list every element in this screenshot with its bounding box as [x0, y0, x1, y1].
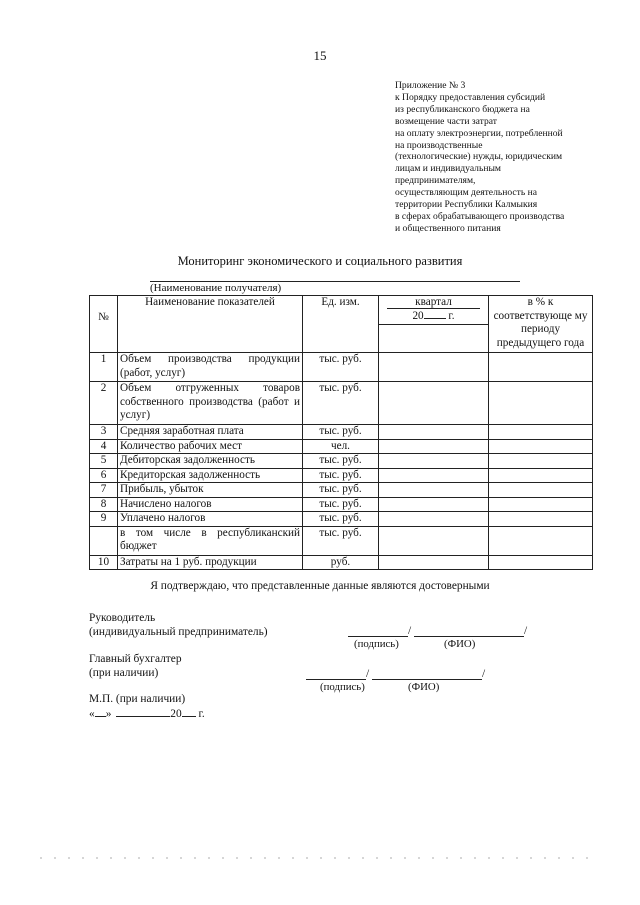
head-signature-caption: (подпись): [354, 638, 399, 650]
scan-artifact-line: [40, 857, 600, 859]
quarter-year: [379, 309, 488, 323]
row-indicator: Средняя заработная плата: [118, 425, 303, 440]
document-title: Мониторинг экономического и социального развития: [177, 254, 463, 268]
row-indicator: Кредиторская задолженность: [118, 468, 303, 483]
monitoring-table: [89, 295, 593, 570]
stamp-label: М.П. (при наличии): [89, 693, 186, 705]
row-unit: руб.: [303, 555, 379, 570]
head-fio-caption: (ФИО): [444, 638, 476, 650]
row-indicator: Прибыль, убыток: [118, 483, 303, 498]
table-row: [90, 555, 593, 570]
accountant-label-sub: (при наличии): [89, 667, 159, 679]
header-quarter: [379, 296, 489, 353]
month-field[interactable]: [116, 706, 170, 717]
row-num: 5: [90, 454, 118, 469]
row-unit: тыс. руб.: [303, 526, 379, 555]
row-quarter-value[interactable]: [379, 483, 489, 498]
row-indicator: Затраты на 1 руб. продукции: [118, 555, 303, 570]
row-indicator: Объем отгруженных товаров собственного производства (работ и услуг): [118, 382, 303, 425]
header-num-label: №: [98, 311, 109, 323]
table-row: [90, 526, 593, 555]
row-unit: тыс. руб.: [303, 425, 379, 440]
row-quarter-value[interactable]: [379, 425, 489, 440]
table-row: [90, 497, 593, 512]
page-number: 15: [313, 48, 327, 63]
table-header-row: [90, 296, 593, 353]
recipient-name-label: (Наименование получателя): [150, 282, 282, 294]
confirmation-statement: Я подтверждаю, что представленные данные являются достоверными: [150, 580, 490, 592]
appendix-line: на производственные: [395, 139, 483, 151]
row-unit: тыс. руб.: [303, 483, 379, 498]
date-year-suffix: г.: [198, 708, 205, 720]
head-label-sub: (индивидуальный предприниматель): [89, 626, 268, 638]
appendix-line: лицам и индивидуальным: [395, 163, 501, 175]
row-quarter-value[interactable]: [379, 468, 489, 483]
accountant-signature-caption: (подпись): [320, 681, 365, 693]
slash: /: [524, 625, 528, 637]
appendix-line: на оплату электроэнергии, потребленной: [395, 127, 563, 139]
row-unit: тыс. руб.: [303, 382, 379, 425]
row-quarter-value[interactable]: [379, 526, 489, 555]
row-num: 3: [90, 425, 118, 440]
appendix-line: Приложение № 3: [395, 80, 466, 91]
table-row: [90, 483, 593, 498]
row-percent-value[interactable]: [489, 382, 593, 425]
header-percent: в % к соответствующе му периоду предыдущего года: [489, 296, 593, 353]
row-num: 4: [90, 439, 118, 454]
table-row: [90, 425, 593, 440]
quarter-year-prefix: 20: [412, 310, 424, 322]
row-percent-value[interactable]: [489, 555, 593, 570]
row-percent-value[interactable]: [489, 353, 593, 382]
head-signature-field[interactable]: [348, 636, 408, 637]
row-unit: тыс. руб.: [303, 512, 379, 527]
table-row: [90, 439, 593, 454]
row-indicator: Количество рабочих мест: [118, 439, 303, 454]
head-fio-field[interactable]: [414, 636, 524, 637]
row-indicator: Объем производства продукции (работ, услуг): [118, 353, 303, 382]
row-percent-value[interactable]: [489, 425, 593, 440]
table-row: [90, 353, 593, 382]
row-indicator: Уплачено налогов: [118, 512, 303, 527]
table-row: [90, 512, 593, 527]
row-indicator: Начислено налогов: [118, 497, 303, 512]
row-num: 1: [90, 353, 118, 382]
row-num: 6: [90, 468, 118, 483]
row-quarter-value[interactable]: [379, 454, 489, 469]
row-quarter-value[interactable]: [379, 555, 489, 570]
slash: /: [482, 668, 486, 680]
row-unit: чел.: [303, 439, 379, 454]
appendix-line: к Порядку предоставления субсидий: [395, 91, 546, 103]
row-quarter-value[interactable]: [379, 382, 489, 425]
row-percent-value[interactable]: [489, 483, 593, 498]
table-row: [90, 382, 593, 425]
row-num: 7: [90, 483, 118, 498]
row-percent-value[interactable]: [489, 497, 593, 512]
slash: /: [408, 625, 412, 637]
row-num: [90, 526, 118, 555]
accountant-fio-field[interactable]: [372, 679, 482, 680]
accountant-label: Главный бухгалтер: [89, 653, 182, 665]
accountant-signature-field[interactable]: [306, 679, 366, 680]
row-num: 10: [90, 555, 118, 570]
row-quarter-value[interactable]: [379, 512, 489, 527]
row-percent-value[interactable]: [489, 454, 593, 469]
row-unit: тыс. руб.: [303, 454, 379, 469]
day-field[interactable]: [95, 706, 106, 717]
row-unit: тыс. руб.: [303, 468, 379, 483]
date-year-prefix: 20: [170, 708, 182, 720]
appendix-line: из республиканского бюджета на: [395, 103, 530, 115]
row-percent-value[interactable]: [489, 468, 593, 483]
appendix-line: (технологические) нужды, юридическим: [395, 151, 563, 163]
header-unit: Ед. изм.: [303, 296, 379, 353]
date-open-quote: «: [89, 708, 95, 720]
accountant-fio-caption: (ФИО): [408, 681, 440, 693]
row-percent-value[interactable]: [489, 439, 593, 454]
date-close-quote: »: [105, 708, 112, 720]
appendix-note: [395, 80, 605, 235]
row-percent-value[interactable]: [489, 526, 593, 555]
head-label: Руководитель: [89, 612, 156, 624]
quarter-label: квартал: [387, 296, 480, 309]
row-unit: тыс. руб.: [303, 497, 379, 512]
row-quarter-value[interactable]: [379, 353, 489, 382]
header-num: [90, 296, 118, 353]
appendix-line: возмещение части затрат: [395, 115, 497, 127]
date-line: [89, 706, 205, 722]
row-percent-value[interactable]: [489, 512, 593, 527]
header-indicator: Наименование показателей: [118, 296, 303, 353]
row-indicator: в том числе в республиканский бюджет: [118, 526, 303, 555]
appendix-line: в сферах обрабатывающего производства: [395, 210, 565, 222]
appendix-line: и общественного питания: [395, 222, 501, 234]
table-row: [90, 454, 593, 469]
row-num: 2: [90, 382, 118, 425]
slash: /: [366, 668, 370, 680]
appendix-line: предпринимателям,: [395, 175, 476, 187]
row-quarter-value[interactable]: [379, 439, 489, 454]
row-unit: тыс. руб.: [303, 353, 379, 382]
year-field[interactable]: [182, 706, 196, 717]
appendix-line: территории Республики Калмыкия: [395, 199, 538, 211]
row-num: 8: [90, 497, 118, 512]
row-num: 9: [90, 512, 118, 527]
table-row: [90, 468, 593, 483]
appendix-line: осуществляющим деятельность на: [395, 187, 538, 199]
row-quarter-value[interactable]: [379, 497, 489, 512]
row-indicator: Дебиторская задолженность: [118, 454, 303, 469]
quarter-year-suffix: г.: [448, 310, 455, 322]
